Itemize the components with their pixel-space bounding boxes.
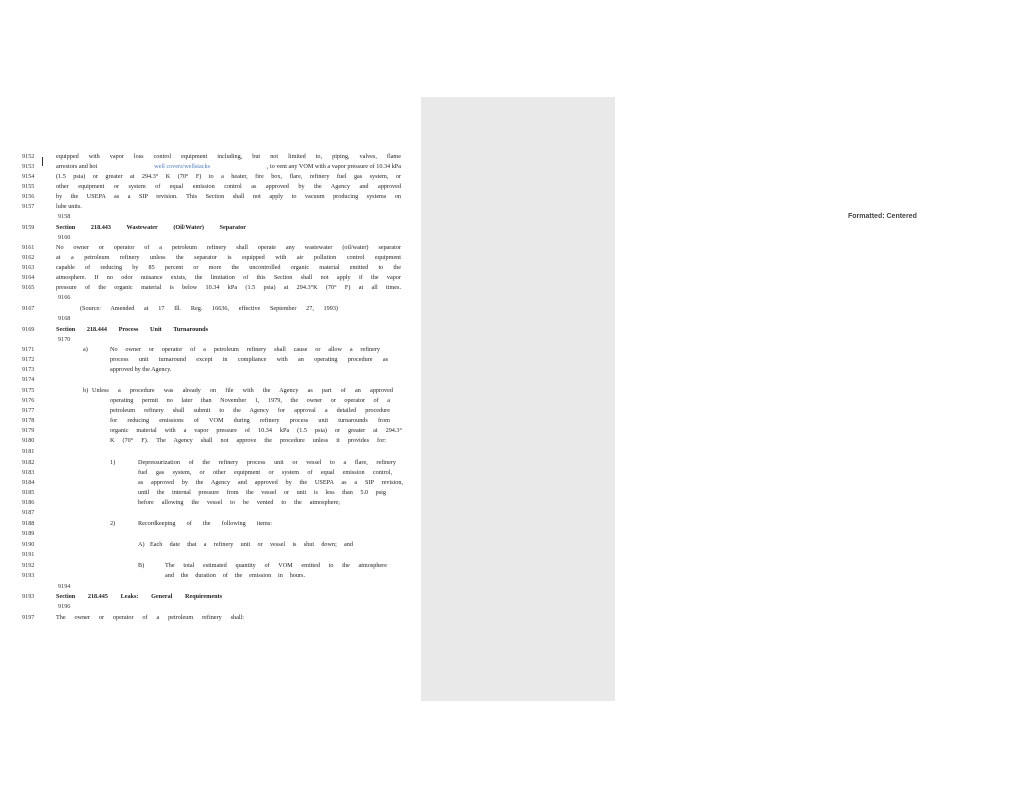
line-number: 9182: [22, 459, 35, 466]
line-number: 9196: [58, 603, 71, 610]
line-9186: [0, 498, 420, 508]
comment-margin: [421, 97, 917, 701]
line-number: 9183: [22, 469, 35, 476]
line-9168: [0, 314, 420, 324]
line-number: 9186: [22, 499, 35, 506]
line-text: lube units.: [56, 203, 82, 210]
line-text: equipped with vapor loss control equipment including, but not limited to, piping, valves, flame: [56, 153, 401, 160]
line-text: other equipment or system of equal emission control as approved by the Agency and approved: [56, 183, 401, 190]
line-9165: [0, 283, 420, 293]
line-text: petroleum refinery shall submit to the Agency for approval a detailed procedure: [110, 407, 390, 414]
line-number: 9154: [22, 173, 35, 180]
line-text: organic material with a vapor pressure of 10.34 kPa (1.5 psia) or greater at 294.3°: [110, 427, 402, 434]
line-number: 9193: [22, 593, 35, 600]
line-number: 9155: [22, 183, 35, 190]
item-label: A): [138, 541, 145, 548]
line-text: and the duration of the emission in hours.: [165, 572, 305, 579]
item-label: b): [83, 387, 89, 394]
line-number: 9185: [22, 489, 35, 496]
line-number: 9188: [22, 520, 35, 527]
line-9192: [0, 561, 420, 571]
line-number: 9179: [22, 427, 35, 434]
line-9152: [0, 152, 420, 162]
line-9176: [0, 396, 420, 406]
line-number: 9164: [22, 274, 35, 281]
line-9193: [0, 571, 420, 581]
line-text: by the USEPA as a SIP revision. This Section shall not apply to vacuum producing systems on: [56, 193, 401, 200]
line-9180: [0, 436, 420, 446]
line-9160: [0, 233, 420, 243]
line-9195: [0, 592, 420, 602]
line-9182: [0, 458, 420, 468]
line-9159: [0, 223, 420, 233]
line-number: 9189: [22, 530, 35, 537]
line-9189: [0, 529, 420, 539]
line-number: 9191: [22, 551, 35, 558]
line-number: 9184: [22, 479, 35, 486]
line-text: before allowing the vessel to be vented to the atmosphere;: [138, 499, 340, 506]
line-9175: [0, 386, 420, 396]
tracked-insertion[interactable]: well covers/wellstacks: [154, 163, 210, 170]
line-number: 9156: [22, 193, 35, 200]
line-text: Unless a procedure was already on file with the Agency as part of an approved: [92, 387, 393, 394]
line-9172: [0, 355, 420, 365]
line-text: Depressurization of the refinery process unit or vessel to a flare, refinery: [138, 459, 396, 466]
line-number: 9176: [22, 397, 35, 404]
line-text: as approved by the Agency and approved by the USEPA as a SIP revision,: [138, 479, 403, 486]
line-text: operating permit no later than November 1, 1979, the owner or operator of a: [110, 397, 390, 404]
line-number: 9178: [22, 417, 35, 424]
line-9171: [0, 345, 420, 355]
line-text: No owner or operator of a petroleum refinery shall cause or allow a refinery: [110, 346, 380, 353]
section-heading: Section 218.443 Wastewater (Oil/Water) Separator: [56, 224, 246, 231]
line-9157: [0, 202, 420, 212]
line-number: 9192: [22, 562, 35, 569]
line-number: 9169: [22, 326, 35, 333]
line-number: 9177: [22, 407, 35, 414]
line-number: 9167: [22, 305, 35, 312]
section-heading: Section 218.444 Process Unit Turnarounds: [56, 326, 208, 333]
line-9163: [0, 263, 420, 273]
line-9161: [0, 243, 420, 253]
line-number: 9157: [22, 203, 35, 210]
line-9170: [0, 335, 420, 345]
line-text: K (70° F). The Agency shall not approve the procedure unless it provides for:: [110, 437, 386, 444]
line-text: The total estimated quantity of VOM emitted to the atmosphere: [165, 562, 387, 569]
line-number: 9152: [22, 153, 35, 160]
line-9174: [0, 375, 420, 385]
line-number: 9160: [58, 234, 71, 241]
line-number: 9158: [58, 213, 71, 220]
line-9177: [0, 406, 420, 416]
line-9167: [0, 304, 420, 314]
line-9196: [0, 602, 420, 612]
line-text: (1.5 psia) or greater at 294.3° K (70° F) to a heater, fire box, flare, refinery fuel gas system, or: [56, 173, 401, 180]
line-9173: [0, 365, 420, 375]
line-9162: [0, 253, 420, 263]
line-number: 9194: [58, 583, 71, 590]
line-text-part: , to vent any VOM with a vapor pressure of 10.34 kPa: [266, 163, 401, 170]
line-text: fuel gas system, or other equipment or system of equal emission control,: [138, 469, 392, 476]
line-number: 9166: [58, 294, 71, 301]
line-text: for reducing emissions of VOM during refinery process unit turnarounds from: [110, 417, 390, 424]
line-9155: [0, 182, 420, 192]
line-text: Each date that a refinery unit or vessel is shut down; and: [150, 541, 353, 548]
line-9197: [0, 613, 420, 623]
formatting-comment[interactable]: [848, 205, 1018, 220]
line-number: 9193: [22, 572, 35, 579]
line-number: 9197: [22, 614, 35, 621]
line-number: 9168: [58, 315, 71, 322]
line-9184: [0, 478, 420, 488]
line-9156: [0, 192, 420, 202]
line-9158: [0, 212, 420, 222]
section-heading: Section 218.445 Leaks: General Requirements: [56, 593, 222, 600]
line-number: 9165: [22, 284, 35, 291]
line-9191: [0, 550, 420, 560]
line-9185: [0, 488, 420, 498]
line-number: 9190: [22, 541, 35, 548]
line-number: 9171: [22, 346, 35, 353]
line-9183: [0, 468, 420, 478]
line-9178: [0, 416, 420, 426]
line-9188: [0, 519, 420, 529]
line-text: capable of reducing by 85 percent or more the uncontrolled organic material emitted to the: [56, 264, 401, 271]
item-label: B): [138, 562, 145, 569]
item-label: 2): [110, 520, 116, 527]
line-number: 9181: [22, 448, 35, 455]
line-9187: [0, 508, 420, 518]
line-number: 9172: [22, 356, 35, 363]
line-9169: [0, 325, 420, 335]
line-text: at a petroleum refinery unless the separator is equipped with air pollution control equipment: [56, 254, 401, 261]
line-text: atmosphere. If no odor nuisance exists, the limitation of this Section shall not apply if the vapor: [56, 274, 401, 281]
line-number: 9162: [22, 254, 35, 261]
line-9164: [0, 273, 420, 283]
line-9166: [0, 293, 420, 303]
line-text: pressure of the organic material is below 10.34 kPa (1.5 psia) at 294.3°K (70° F) at all times.: [56, 284, 401, 291]
line-number: 9170: [58, 336, 71, 343]
line-number: 9175: [22, 387, 35, 394]
item-label: 1): [110, 459, 116, 466]
line-9190: [0, 540, 420, 550]
line-number: 9163: [22, 264, 35, 271]
line-number: 9174: [22, 376, 35, 383]
line-9154: [0, 172, 420, 182]
line-number: 9173: [22, 366, 35, 373]
line-number: 9161: [22, 244, 35, 251]
comment-label: Formatted: Centered: [848, 213, 917, 220]
line-9181: [0, 447, 420, 457]
line-9194: [0, 582, 420, 592]
line-text: until the internal pressure from the vessel or unit is less than 5.0 psig: [138, 489, 386, 496]
line-text: process unit turnaround except in compliance with an operating procedure as: [110, 356, 388, 363]
line-text: No owner or operator of a petroleum refinery shall operate any wastewater (oil/water) separator: [56, 244, 401, 251]
line-number: 9159: [22, 224, 35, 231]
line-number: 9180: [22, 437, 35, 444]
line-text: approved by the Agency.: [110, 366, 172, 373]
line-text: The owner or operator of a petroleum refinery shall:: [56, 614, 244, 621]
line-9179: [0, 426, 420, 436]
line-number: 9153: [22, 163, 35, 170]
line-text: Recordkeeping of the following items:: [138, 520, 272, 527]
line-text: [56, 162, 401, 172]
line-9153: [0, 162, 420, 172]
item-label: a): [83, 346, 88, 353]
line-text-part: arrestors and hot: [56, 163, 98, 170]
source-note: (Source: Amended at 17 Ill. Reg. 16636, effective September 27, 1993): [80, 305, 338, 312]
line-number: 9187: [22, 509, 35, 516]
